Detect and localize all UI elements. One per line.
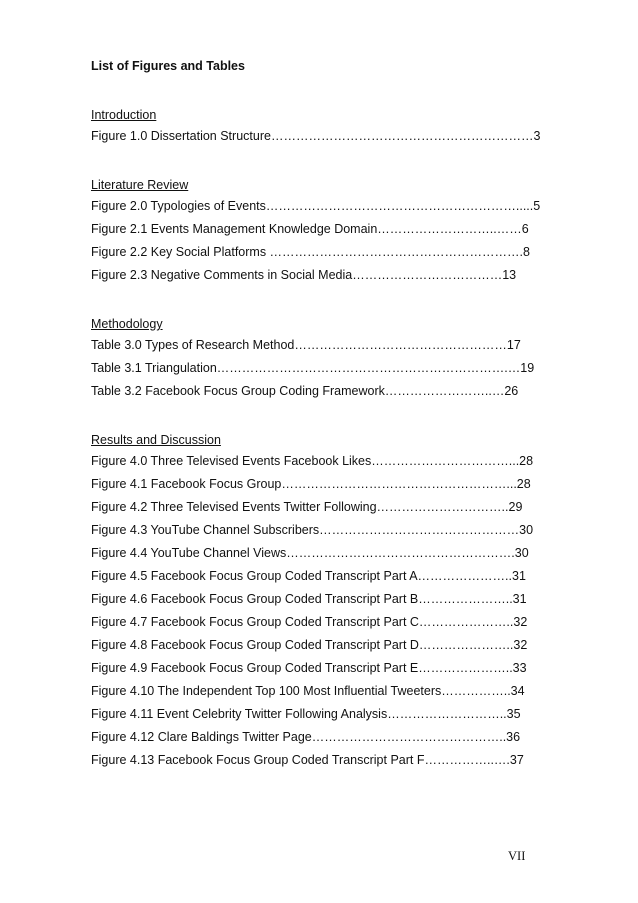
toc-entry: Figure 2.2 Key Social Platforms …………………………………………………….8 — [91, 245, 530, 259]
toc-section — [91, 177, 551, 283]
toc-entry: Figure 4.10 The Independent Top 100 Most Influential Tweeters……………..34 — [91, 684, 525, 698]
section-heading: Results and Discussion — [91, 433, 221, 447]
toc-entry: Figure 4.13 Facebook Focus Group Coded Transcript Part F……………..….37 — [91, 753, 524, 767]
toc-entry: Figure 1.0 Dissertation Structure………………………………………………………3 — [91, 129, 541, 143]
toc-entry: Figure 4.11 Event Celebrity Twitter Following Analysis………………………..35 — [91, 707, 521, 721]
toc-entry: Figure 4.1 Facebook Focus Group………………………………………………...28 — [91, 477, 531, 491]
toc-entry: Table 3.0 Types of Research Method……………………………………………17 — [91, 338, 521, 352]
toc-entry: Figure 4.0 Three Televised Events Facebook Likes……………………………...28 — [91, 454, 534, 468]
toc-entry: Figure 4.5 Facebook Focus Group Coded Transcript Part A…………………..31 — [91, 569, 526, 583]
toc-entry: Figure 4.2 Three Televised Events Twitter Following…………………………..29 — [91, 500, 523, 514]
document-title: List of Figures and Tables — [91, 59, 245, 73]
figure-list — [91, 107, 551, 768]
document-page — [91, 58, 551, 801]
section-heading: Literature Review — [91, 178, 189, 192]
toc-entry: Figure 4.9 Facebook Focus Group Coded Transcript Part E…………………..33 — [91, 661, 527, 675]
toc-entry: Figure 4.6 Facebook Focus Group Coded Transcript Part B…………………..31 — [91, 592, 527, 606]
toc-entry: Figure 2.1 Events Management Knowledge Domain………………………..……6 — [91, 222, 529, 236]
toc-entry: Figure 4.8 Facebook Focus Group Coded Transcript Part D…………………..32 — [91, 638, 528, 652]
toc-section — [91, 316, 551, 399]
page-number: VII — [508, 849, 526, 863]
toc-entry: Figure 4.4 YouTube Channel Views……………………………………………….30 — [91, 546, 529, 560]
toc-entry: Figure 4.3 YouTube Channel Subscribers…………………………………………30 — [91, 523, 534, 537]
toc-entry: Figure 4.7 Facebook Focus Group Coded Transcript Part C…………………..32 — [91, 615, 528, 629]
toc-section — [91, 432, 551, 768]
section-heading: Methodology — [91, 317, 163, 331]
toc-entry: Figure 4.12 Clare Baldings Twitter Page………………………………………..36 — [91, 730, 521, 744]
toc-entry: Table 3.1 Triangulation…………………………………………………………….…19 — [91, 361, 535, 375]
toc-entry: Table 3.2 Facebook Focus Group Coding Framework……………………..…26 — [91, 384, 519, 398]
toc-entry: Figure 2.3 Negative Comments in Social Media………………………………13 — [91, 268, 517, 282]
toc-section — [91, 107, 551, 144]
section-heading: Introduction — [91, 108, 157, 122]
toc-entry: Figure 2.0 Typologies of Events…………………………………………………….....5 — [91, 199, 541, 213]
